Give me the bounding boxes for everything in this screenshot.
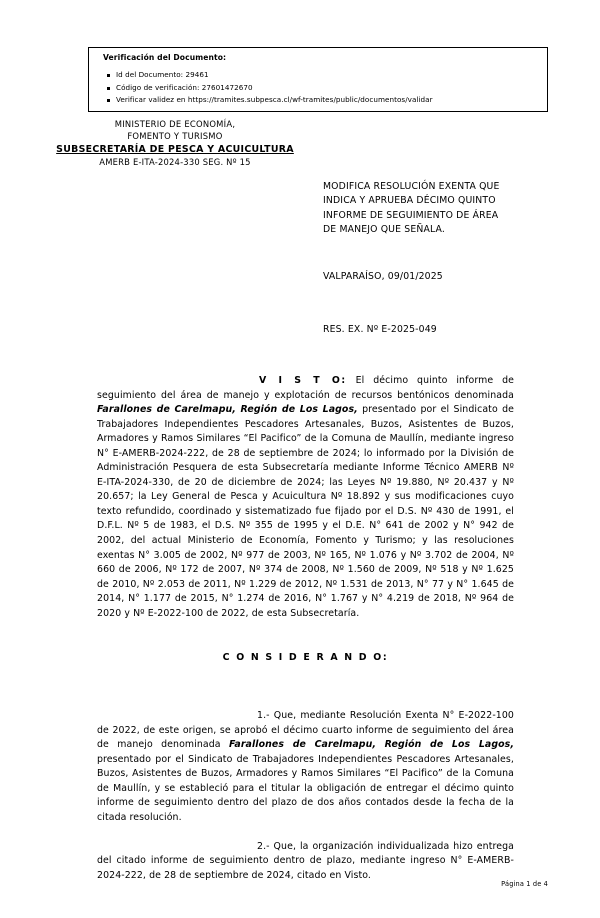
subject-line-1: MODIFICA RESOLUCIÓN EXENTA QUE xyxy=(323,181,500,192)
amerb-reference: AMERB E-ITA-2024-330 SEG. Nº 15 xyxy=(99,157,251,168)
verification-item-document-id: Id del Documento: 29461 xyxy=(105,69,433,82)
visto-paragraph xyxy=(97,374,514,621)
ministry-line-1: MINISTERIO DE ECONOMÍA, xyxy=(114,119,236,129)
verification-list xyxy=(105,69,433,107)
considerando-item-1 xyxy=(97,709,514,825)
visto-heading: V I S T O: xyxy=(259,375,347,386)
page-footer xyxy=(0,880,548,888)
subject-line-4: DE MANEJO QUE SEÑALA. xyxy=(323,224,445,236)
considerando-1-part1: 1.- Que, mediante Resolución Exenta N° E-2022-100 de 2022, de este origen, se aprobó el décimo cuarto informe de seguimiento del área de manejo denominada xyxy=(97,710,514,751)
verification-item-url: Verificar validez en https://tramites.subpesca.cl/wf-tramites/public/documentos/validar xyxy=(105,94,433,107)
paragraph-gap xyxy=(97,825,514,840)
ministry-line-2: FOMENTO Y TURISMO xyxy=(127,130,223,141)
subject-block xyxy=(323,180,548,238)
considerando-item-2 xyxy=(97,840,514,884)
considerando-1-area-name: Farallones de Carelmapu, Región de Los Lagos, xyxy=(228,739,515,751)
considerando-2-text: 2.- Que, la organización individualizada hizo entrega del citado informe de seguimiento dentro de plazo, mediante ingreso N° E-AMERB-2024-222, de 28 de septiembre de 2024, citado en Visto. xyxy=(97,840,514,881)
considerando-1-part2: presentado por el Sindicato de Trabajadores Independientes Pescadores Artesanales, Buzos, Asistentes de Buzos, Armadores y Ramos Similares “El Pacifico” de la Comuna de Maullín, y se estableció para el titular la obligación de entregar el décimo quinto informe de seguimiento dentro del plazo de dos años contados desde la fecha de la citada resolución. xyxy=(97,753,514,823)
considerando-section xyxy=(97,709,514,884)
subsecretaria-title: SUBSECRETARÍA DE PESCA Y ACUICULTURA xyxy=(56,143,294,155)
visto-text-part1: El décimo quinto informe de seguimiento del área de manejo y explotación de recursos bentónicos denominada xyxy=(97,375,514,401)
letterhead xyxy=(44,119,306,169)
page-number-label: Página 1 de 4 xyxy=(501,880,548,888)
subject-line-2: INDICA Y APRUEBA DÉCIMO QUINTO xyxy=(323,195,496,207)
visto-text-part2: presentado por el Sindicato de Trabajadores Independientes Pescadores Artesanales, Buzos, Asistentes de Buzos, Armadores y Ramos Similares “El Pacifico” de la Comuna de Maullín, mediante ingreso N° E-AMERB-2024-222, de 28 de septiembre de 2024; lo informado por la División de Administración Pesquera de esta Subsecretaría mediante Informe Técnico AMERB Nº E-ITA-2024-330, de 20 de diciembre de 2024; las Leyes Nº 19.880, Nº 20.437 y Nº 20.657; la Ley General de Pesca y Acuicultura Nº 18.892 y sus modificaciones cuyo texto refundido, coordinado y sistematizado fue fijado por el D.S. Nº 430 de 1991, el D.F.L. Nº 5 de 1983, el D.S. Nº 355 de 1995 y el D.E. N° 641 de 2002 y N° 942 de 2002, del actual Ministerio de Economía, Fomento y Turismo; y las resoluciones exentas N° 3.005 de 2002, Nº 977 de 2003, Nº 165, Nº 1.076 y Nº 3.702 de 2004, Nº 660 de 2006, Nº 172 de 2007, Nº 374 de 2008, Nº 1.560 de 2009, Nº 518 y Nº 1.625 de 2010, Nº 2.053 de 2011, Nº 1.229 de 2012, Nº 1.531 de 2013, N° 77 y N° 1.645 de 2014, N° 1.177 de 2015, N° 1.274 de 2016, N° 1.767 y N° 4.219 de 2018, Nº 964 de 2020 y Nº E-2022-100 de 2022, de esta Subsecretaría. xyxy=(97,404,515,619)
verification-title: Verificación del Documento: xyxy=(103,53,227,62)
subject-line-3: INFORME DE SEGUIMIENTO DE ÁREA xyxy=(323,209,499,221)
resolution-number: RES. EX. Nº E-2025-049 xyxy=(323,324,437,335)
visto-area-name: Farallones de Carelmapu, Región de Los Lagos, xyxy=(97,404,358,416)
verification-item-code: Código de verificación: 27601472670 xyxy=(105,82,433,95)
visto-section xyxy=(97,374,514,621)
verification-box xyxy=(88,47,548,112)
place-and-date: VALPARAÍSO, 09/01/2025 xyxy=(323,271,443,282)
considerando-heading: C O N S I D E R A N D O: xyxy=(222,652,389,663)
